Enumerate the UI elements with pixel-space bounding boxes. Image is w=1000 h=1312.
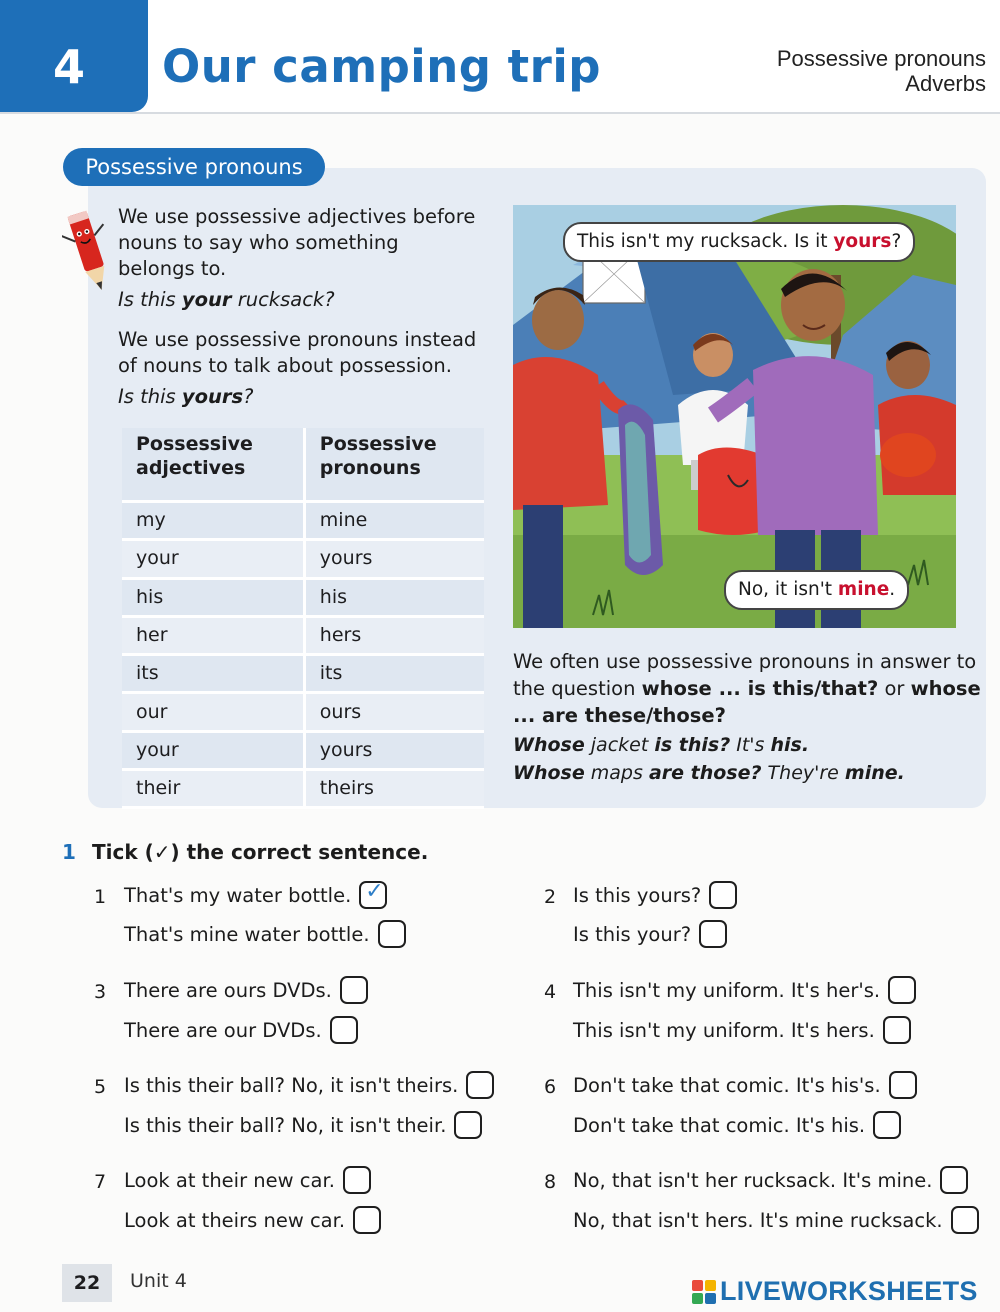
sentence-option (124, 1166, 371, 1194)
sentence-text: No, that isn't hers. It's mine rucksack. (573, 1208, 943, 1232)
page-number: 22 (62, 1264, 112, 1302)
item-number: 7 (94, 1171, 107, 1193)
answer-checkbox[interactable] (889, 1071, 917, 1099)
sentence-option (573, 1071, 917, 1099)
liveworksheets-logo-icon (692, 1280, 716, 1304)
table-row (122, 540, 484, 578)
sentence-text: Is this their ball? No, it isn't theirs. (124, 1073, 459, 1097)
possessive-table (122, 428, 484, 809)
item-number: 5 (94, 1076, 107, 1098)
sentence-text: That's my water bottle. (124, 883, 352, 907)
item-number: 3 (94, 981, 107, 1003)
table-cell: theirs (304, 770, 484, 808)
sentence-option (124, 881, 387, 909)
sentence-text: Don't take that comic. It's his's. (573, 1073, 881, 1097)
sentence-option (124, 1016, 358, 1044)
table-cell: yours (304, 540, 484, 578)
sentence-text: That's mine water bottle. (124, 922, 370, 946)
liveworksheets-brand[interactable] (692, 1276, 978, 1307)
table-row (122, 693, 484, 731)
table-row (122, 502, 484, 540)
answer-checkbox[interactable] (353, 1206, 381, 1234)
table-cell: your (122, 540, 304, 578)
sentence-text: This isn't my uniform. It's her's. (573, 978, 881, 1002)
answer-checkbox[interactable] (454, 1111, 482, 1139)
exercise-number: 1 (62, 840, 76, 864)
answer-checkbox[interactable] (359, 881, 387, 909)
sentence-text: There are ours DVDs. (124, 978, 332, 1002)
sentence-option (573, 1111, 901, 1139)
sentence-text: Look at theirs new car. (124, 1208, 346, 1232)
item-number: 1 (94, 886, 107, 908)
table-cell: his (304, 578, 484, 616)
table-row (122, 770, 484, 808)
sentence-option (573, 881, 737, 909)
sentence-option (573, 1206, 979, 1234)
table-row (122, 655, 484, 693)
sentence-option (124, 976, 368, 1004)
speech-bubble-question: This isn't my rucksack. Is it yours? (563, 222, 915, 262)
unit-tab (0, 0, 148, 112)
pencil-icon (62, 198, 114, 298)
topic-adverbs: Adverbs (905, 71, 986, 96)
sentence-option (573, 976, 916, 1004)
section-title: Possessive pronouns (63, 148, 325, 186)
rule-possessive-pronouns: We use possessive pronouns instead of nouns to talk about possession. (118, 328, 477, 377)
table-cell: yours (304, 731, 484, 769)
unit-number: 4 (52, 40, 85, 94)
sentence-option (124, 1111, 482, 1139)
answer-checkbox[interactable] (343, 1166, 371, 1194)
table-cell: his (122, 578, 304, 616)
sentence-option (573, 920, 727, 948)
camping-illustration (513, 205, 956, 628)
sentence-text: This isn't my uniform. It's hers. (573, 1018, 875, 1042)
answer-checkbox[interactable] (888, 976, 916, 1004)
topic-possessive-pronouns: Possessive pronouns (776, 46, 986, 71)
sentence-option (124, 1206, 381, 1234)
exercise-instruction: Tick (✓) the correct sentence. (92, 840, 429, 864)
table-row (122, 616, 484, 654)
example-possessive-adjective: Is this your rucksack? (118, 288, 335, 311)
whose-explanation: We often use possessive pronouns in answer to the question whose ... is this/that? or whose ... are these/those? (513, 650, 981, 727)
table-row (122, 578, 484, 616)
answer-checkbox[interactable] (330, 1016, 358, 1044)
sentence-text: Look at their new car. (124, 1168, 335, 1192)
rule-possessive-adjectives: We use possessive adjectives before nouns to say who something belongs to. (118, 205, 476, 280)
answer-checkbox[interactable] (340, 976, 368, 1004)
sentence-text: Is this their ball? No, it isn't their. (124, 1113, 447, 1137)
item-number: 2 (544, 886, 557, 908)
sentence-option (124, 1071, 494, 1099)
whose-example-1: Whose jacket is this? It's his. (513, 734, 810, 756)
table-row (122, 731, 484, 769)
answer-checkbox[interactable] (873, 1111, 901, 1139)
answer-checkbox[interactable] (699, 920, 727, 948)
answer-checkbox[interactable] (883, 1016, 911, 1044)
answer-checkbox[interactable] (951, 1206, 979, 1234)
sentence-text: Is this your? (573, 922, 692, 946)
answer-checkbox[interactable] (466, 1071, 494, 1099)
whose-example-2: Whose maps are those? They're mine. (513, 762, 905, 784)
sentence-text: Don't take that comic. It's his. (573, 1113, 866, 1137)
sentence-option (124, 920, 406, 948)
answer-checkbox[interactable] (709, 881, 737, 909)
answer-checkbox[interactable] (940, 1166, 968, 1194)
item-number: 4 (544, 981, 557, 1003)
sentence-option (573, 1166, 968, 1194)
table-cell: my (122, 502, 304, 540)
item-number: 6 (544, 1076, 557, 1098)
brand-name: LIVEWORKSHEETS (720, 1276, 978, 1306)
header-possessive-pronouns: Possessive pronouns (304, 428, 484, 502)
table-header-row (122, 428, 484, 502)
answer-checkbox[interactable] (378, 920, 406, 948)
table-cell: her (122, 616, 304, 654)
table-cell: its (122, 655, 304, 693)
unit-label: Unit 4 (130, 1270, 187, 1292)
table-cell: our (122, 693, 304, 731)
table-cell: ours (304, 693, 484, 731)
sentence-text: There are our DVDs. (124, 1018, 322, 1042)
example-possessive-pronoun: Is this yours? (118, 385, 254, 408)
table-cell: their (122, 770, 304, 808)
table-cell: hers (304, 616, 484, 654)
table-cell: its (304, 655, 484, 693)
sentence-text: No, that isn't her rucksack. It's mine. (573, 1168, 933, 1192)
topic-list (777, 46, 986, 96)
sentence-option (573, 1016, 911, 1044)
header-divider (0, 112, 1000, 114)
item-number: 8 (544, 1171, 557, 1193)
header-possessive-adjectives: Possessive adjectives (122, 428, 304, 502)
table-cell: mine (304, 502, 484, 540)
speech-bubble-answer: No, it isn't mine. (724, 570, 909, 610)
page-title: Our camping trip (162, 40, 601, 93)
table-cell: your (122, 731, 304, 769)
sentence-text: Is this yours? (573, 883, 702, 907)
